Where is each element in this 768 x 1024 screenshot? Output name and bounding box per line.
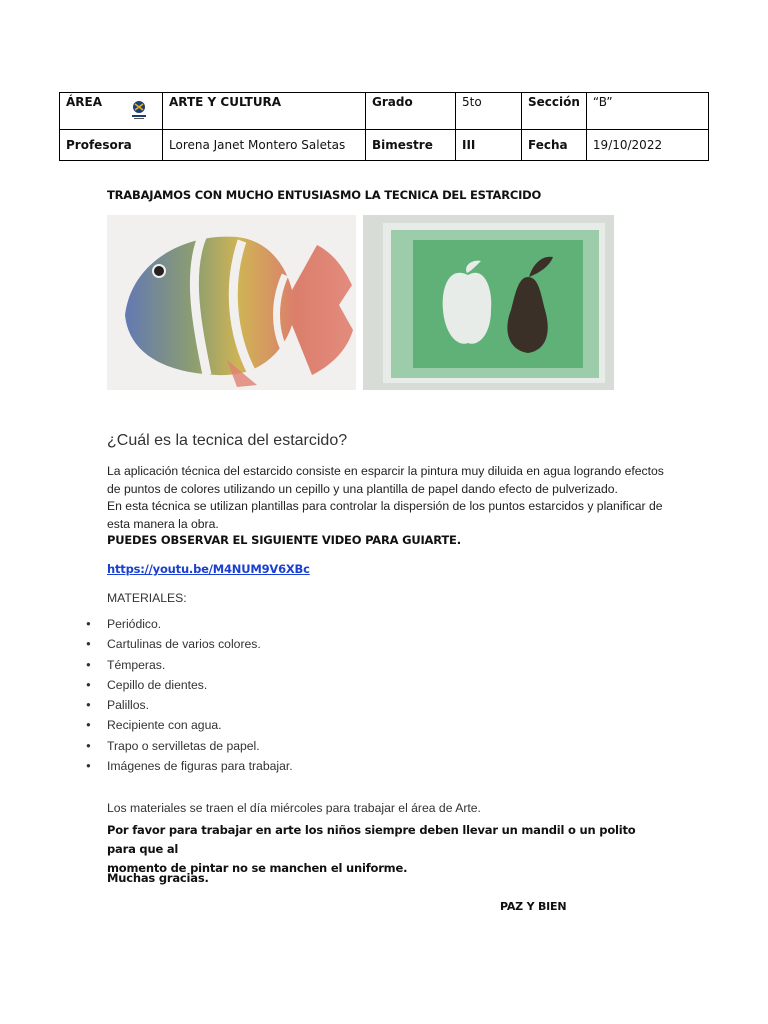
area-value-cell — [163, 93, 366, 130]
fecha-value: 19/10/2022 — [592, 138, 663, 152]
profesora-value: Lorena Janet Montero Saletas — [169, 138, 346, 152]
uniform-note-line: Por favor para trabajar en arte los niños siempre deben llevar un mandil o un polito para que al — [107, 823, 636, 856]
header-table — [59, 92, 709, 161]
paragraph-line: En esta técnica se utilizan plantillas para controlar la dispersión de los puntos estarcidos y planificar de — [107, 499, 663, 513]
grado-label-cell — [366, 93, 456, 130]
header-row-2 — [60, 130, 709, 161]
material-label: Cartulinas de varios colores. — [107, 637, 261, 652]
list-item — [86, 718, 293, 738]
material-label: Cepillo de dientes. — [107, 677, 208, 692]
materials-list — [86, 617, 293, 779]
material-label: Témperas. — [107, 657, 166, 672]
bimestre-value-cell — [456, 130, 522, 161]
list-item — [86, 637, 293, 657]
bullet-icon: ● — [86, 761, 91, 771]
fecha-value-cell — [586, 130, 708, 161]
material-label: Trapo o servilletas de papel. — [107, 738, 260, 753]
list-item — [86, 739, 293, 759]
bullet-icon: ● — [86, 679, 91, 689]
material-label: Recipiente con agua. — [107, 718, 222, 733]
seccion-value: “B” — [592, 95, 613, 109]
fecha-label: Fecha — [528, 138, 568, 152]
paragraph-line: de puntos de colores utilizando un cepillo y una plantilla de papel dando efecto de pulverizado. — [107, 481, 618, 496]
bimestre-label-cell — [366, 130, 456, 161]
bullet-icon: ● — [86, 639, 91, 649]
uniform-note-line: momento de pintar no se manchen el uniforme. — [107, 861, 408, 875]
profesora-value-cell — [163, 130, 366, 161]
grado-value-cell — [456, 93, 522, 130]
school-logo-icon — [128, 99, 150, 124]
profesora-label: Profesora — [66, 138, 132, 152]
section-question: ¿Cuál es la tecnica del estarcido? — [107, 432, 348, 449]
materials-title: MATERIALES: — [107, 591, 187, 605]
apple-pear-stencil-image — [363, 215, 614, 390]
page-heading: TRABAJAMOS CON MUCHO ENTUSIASMO LA TECNICA DEL ESTARCIDO — [107, 188, 542, 202]
list-item — [86, 759, 293, 779]
bullet-icon: ● — [86, 720, 91, 730]
video-link[interactable]: https://youtu.be/M4NUM9V6XBc — [107, 562, 310, 576]
material-label: Imágenes de figuras para trabajar. — [107, 759, 293, 774]
area-value: ARTE Y CULTURA — [169, 95, 282, 109]
material-label: Palillos. — [107, 698, 149, 713]
bimestre-label: Bimestre — [372, 138, 433, 152]
profesora-label-cell — [60, 130, 163, 161]
bullet-icon: ● — [86, 700, 91, 710]
paragraph-line: esta manera la obra. — [107, 516, 219, 531]
seccion-label: Sección — [528, 95, 580, 109]
fish-stencil-image — [107, 215, 356, 390]
bullet-icon: ● — [86, 740, 91, 750]
explanation-paragraph — [107, 463, 667, 533]
bimestre-value: III — [462, 138, 476, 152]
list-item — [86, 658, 293, 678]
area-label-cell — [60, 93, 163, 130]
grado-value: 5to — [462, 95, 482, 109]
materials-note: Los materiales se traen el día miércoles para trabajar el área de Arte. — [107, 801, 481, 815]
list-item — [86, 678, 293, 698]
bullet-icon: ● — [86, 619, 91, 628]
seccion-label-cell — [522, 93, 587, 130]
material-label: Periódico. — [107, 617, 162, 631]
grado-label: Grado — [372, 95, 413, 109]
paragraph-line: La aplicación técnica del estarcido consiste en esparcir la pintura muy diluida en agua logrando efectos — [107, 464, 664, 478]
uniform-note — [107, 821, 667, 878]
fecha-label-cell — [522, 130, 587, 161]
bullet-icon: ● — [86, 659, 91, 669]
signoff-text: PAZ Y BIEN — [500, 900, 567, 913]
area-label: ÁREA — [66, 95, 103, 109]
header-row-1 — [60, 93, 709, 130]
list-item — [86, 617, 293, 637]
list-item — [86, 698, 293, 718]
video-prompt: PUEDES OBSERVAR EL SIGUIENTE VIDEO PARA GUIARTE. — [107, 533, 461, 547]
seccion-value-cell — [586, 93, 708, 130]
thanks-text: Muchas gracias. — [107, 871, 209, 885]
